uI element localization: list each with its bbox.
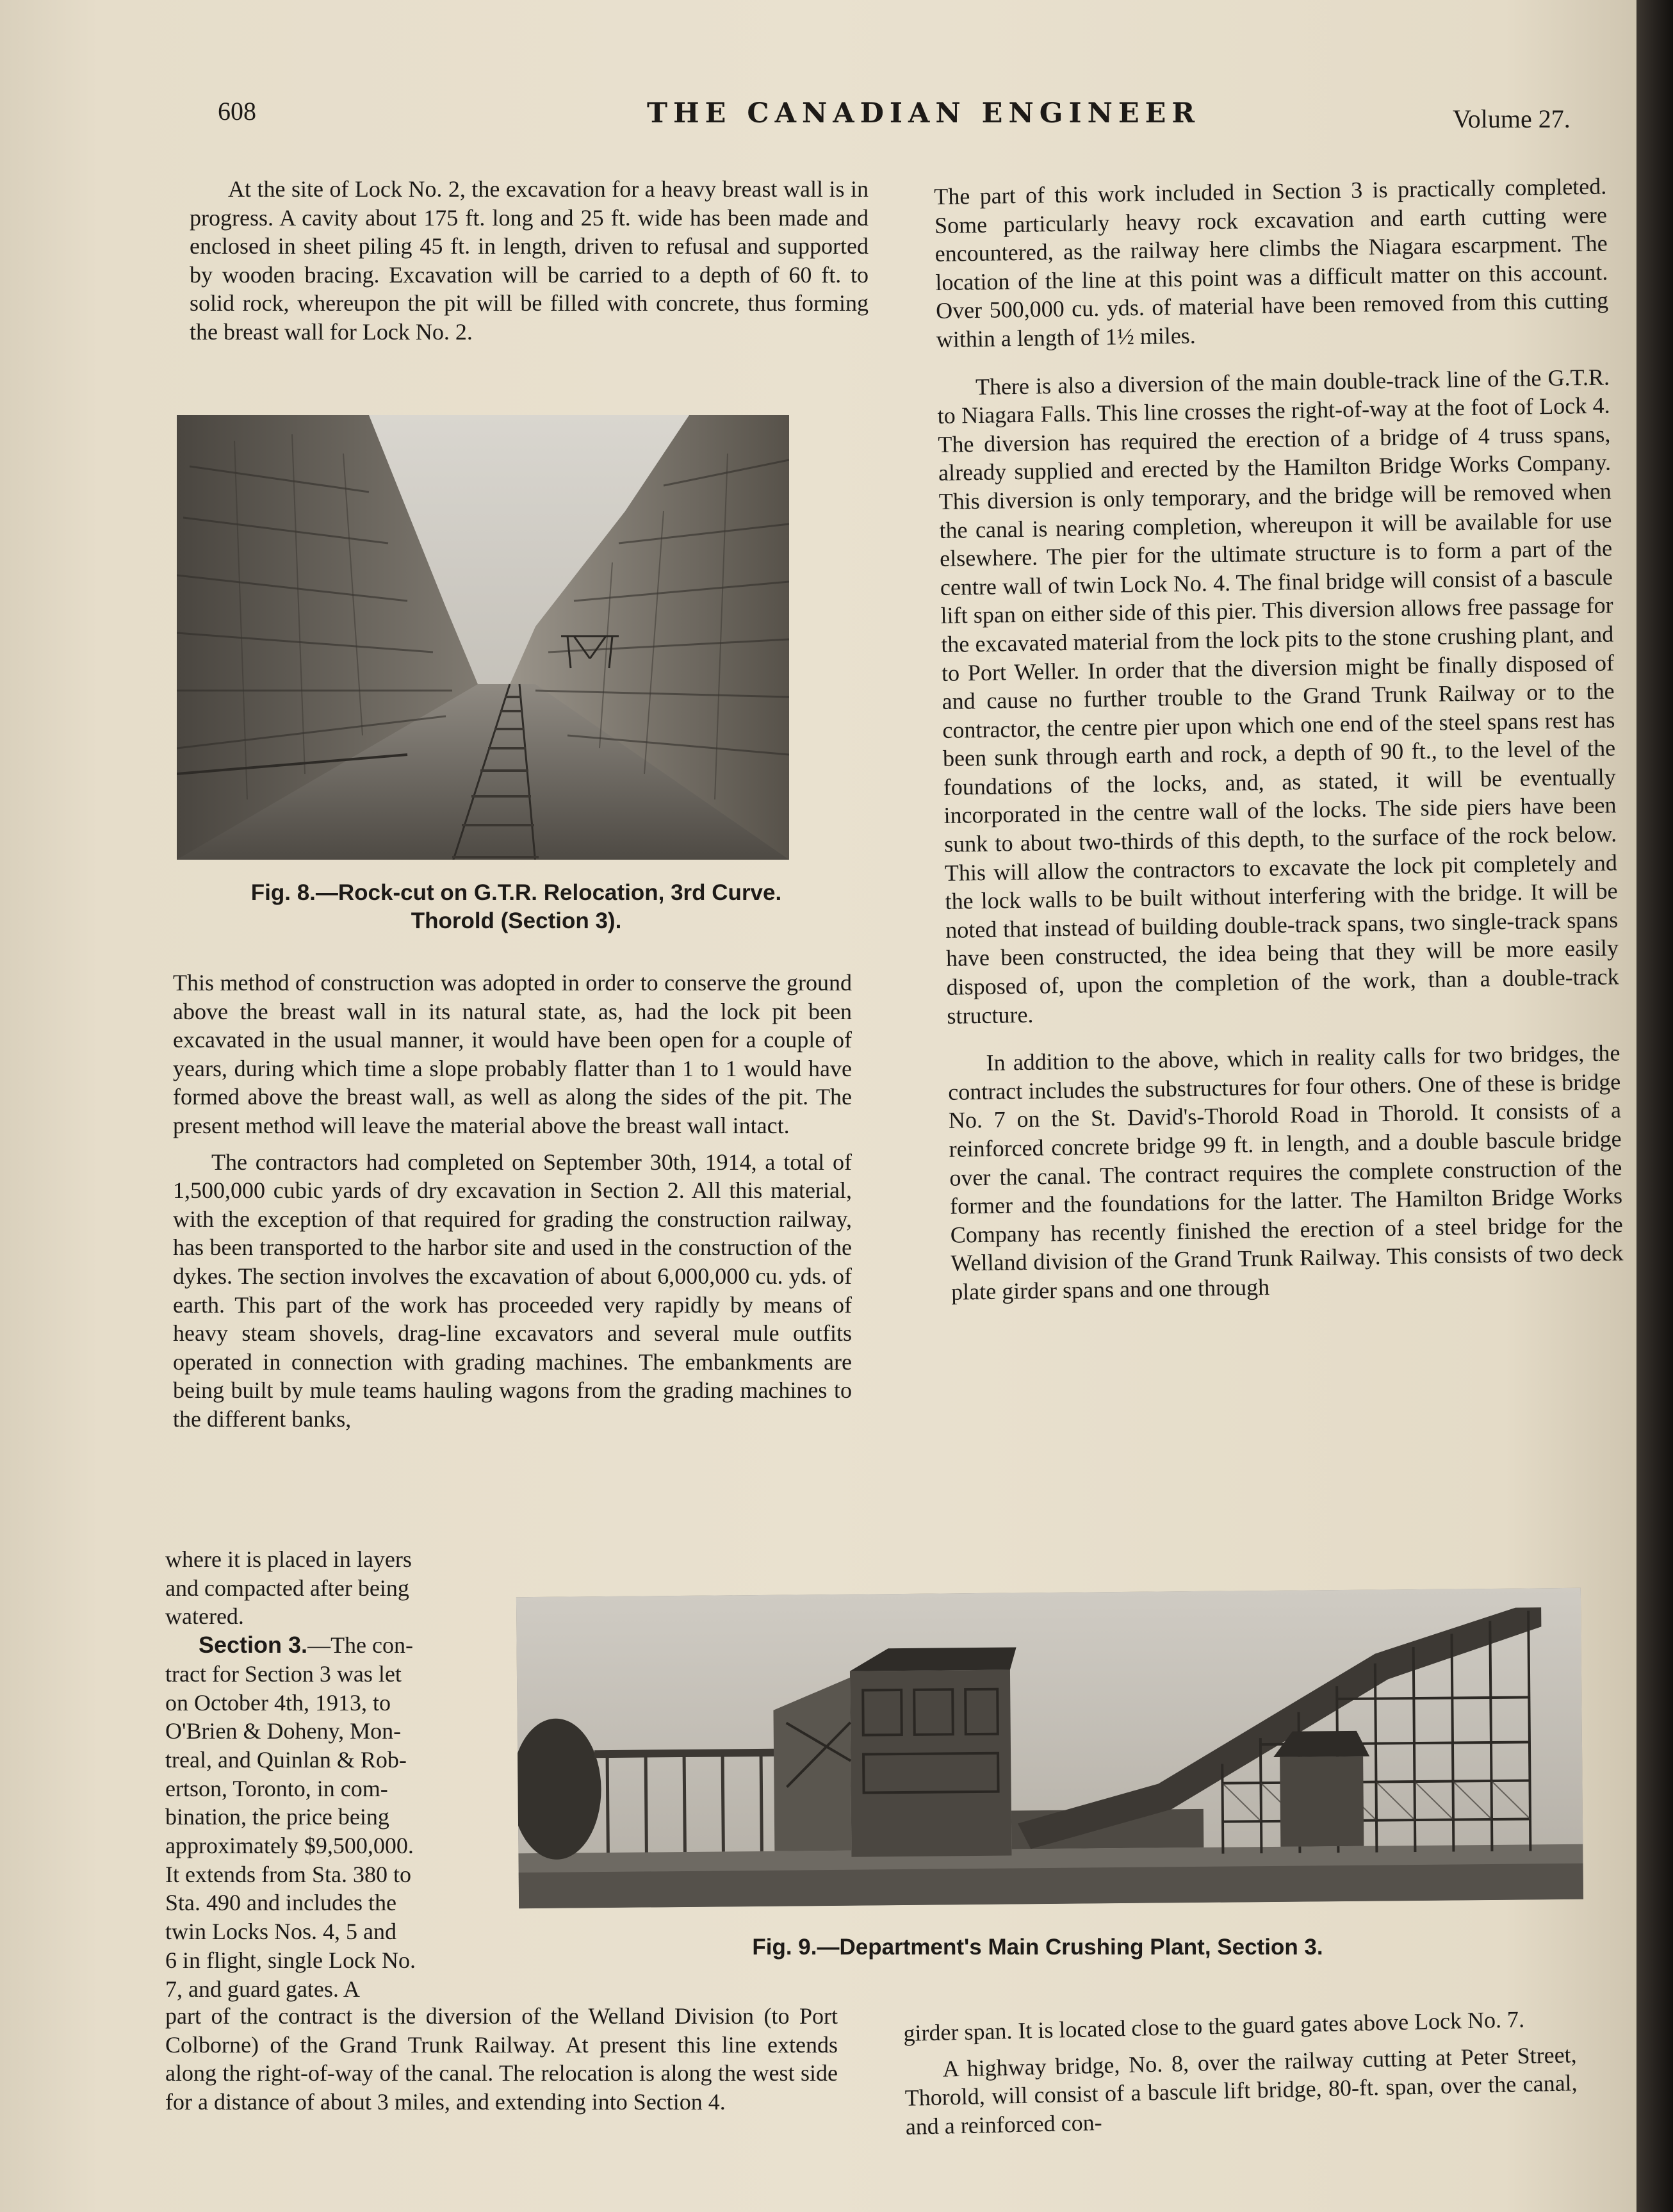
section3-line-5: ertson, Toronto, in com- — [165, 1775, 388, 1801]
paragraph-welland-division: part of the contract is the diversion of the Welland Division (to Port Colborne) of the Grand Trunk Railway. At present this line extends along the right-of-way of the canal. The relocation is along the west side for a distance of about 3 miles, and extending into Section 4. — [165, 2003, 838, 2115]
section3-line-7: approximately $9,500,000. — [165, 1833, 414, 1859]
fig8-caption — [177, 879, 856, 935]
section3-line-12: 7, and guard gates. A — [165, 1976, 360, 2002]
left-column-middle — [173, 969, 852, 1434]
section3-heading: Section 3. — [199, 1632, 308, 1659]
section3-first-line — [165, 1631, 486, 1660]
paragraph-bridges: In addition to the above, which in reality calls for two bridges, the contract includes the substructures for four others. One of these is bridge No. 7 on the St. David's-Thorold Road in Thorold. It consists of a reinforced concrete bridge 99 ft. in length, and a double bascule bridge over the canal. The contract requires the complete construction of the former and the foundations for the latter. The Hamilton Bridge Works Company has recently finished the erection of a steel bridge for the Welland division of the Grand Trunk Railway. This consists of two deck plate girder spans and one through — [947, 1040, 1624, 1305]
crushing-plant-illustration — [516, 1588, 1583, 1908]
section3-line-8: It extends from Sta. 380 to — [165, 1861, 411, 1887]
section3-line-9: Sta. 490 and includes the — [165, 1890, 396, 1916]
left-column-bottom — [165, 2002, 838, 2116]
fig9-photo — [516, 1588, 1583, 1908]
section3-line-0: —The con- — [307, 1632, 413, 1659]
left-column-top — [190, 175, 869, 347]
section3-line-2: on October 4th, 1913, to — [165, 1689, 391, 1716]
paragraph-diversion: There is also a diversion of the main double-track line of the G.T.R. to Niagara Falls. This line crosses the right-of-way at the foot of Lock 4. The diversion has required the erection of a bridge of 4 truss spans, already supplied and erected by the Hamilton Bridge Works Company. This diversion is only temporary, and the bridge will be removed when the canal is nearing completion, whereupon it will be available for use elsewhere. The pier for the ultimate structure is to form a part of the centre wall of twin Lock No. 4. The final bridge will consist of a bascule lift span on either side of this pier. This diversion allows free passage for the excavated material from the lock pits to the stone crushing plant, and to Port Weller. In order that the diversion might be finally disposed of and cause no further trouble to the Grand Trunk Railway or to the contractor, the centre pier upon which one end of the steel spans rest has been sunk through earth and rock, a depth of 90 ft., to the level of the foundations of the locks, and, as stated, it will be eventually incorporated in the centre wall of the locks. The side piers have been sunk to about two-thirds of this depth, to the surface of the rock below. This will allow the contractors to excavate the lock pit completely and the lock walls to be built without interfering with the bridge. It will be noted that instead of building double-track spans, two single-track spans have been constructed, the idea being that they will be more easily disposed of, upon the completion of the work, than a double-track structure. — [937, 364, 1619, 1029]
page-header — [0, 96, 1636, 141]
section3-line-1: tract for Section 3 was let — [165, 1660, 402, 1687]
fig8-caption-line2: Thorold (Section 3). — [411, 908, 622, 933]
paragraph-lock2: At the site of Lock No. 2, the excavation for a heavy breast wall is in progress. A cavity about 175 ft. long and 25 ft. wide has been made and enclosed in sheet piling 45 ft. in length, driven to refusal and supported by wooden bracing. Excavation will be carried to a depth of 60 ft. to solid rock, whereupon the pit will be filled with concrete, thus forming the breast wall for Lock No. 2. — [190, 176, 869, 345]
journal-title: THE CANADIAN ENGINEER — [647, 97, 1201, 129]
narrow-line-3: watered. — [165, 1603, 244, 1630]
volume-label: Volume 27. — [1453, 104, 1571, 133]
rock-cut-illustration — [177, 415, 789, 860]
book-gutter-edge — [1636, 0, 1673, 2212]
left-column-narrow — [165, 1545, 486, 2003]
paragraph-section3-work: The part of this work included in Section 3 is practically completed. Some particularly heavy rock excavation and earth cutting were encountered, as the railway here climbs the Niagara escarpment. The location of the line at this point was a difficult matter on this account. Over 500,000 cu. yds. of material have been removed from this cutting within a length of 1½ miles. — [934, 173, 1609, 352]
paragraph-girder-span: girder span. It is located close to the guard gates above Lock No. 7. — [903, 2006, 1525, 2046]
paragraph-construction-method: This method of construction was adopted in order to conserve the ground above the breast wall in its natural state, as, had the lock pit been excavated in the usual manner, it would have been open for a couple of years, during which time a slope probably flatter than 1 to 1 would have formed above the breast wall, as well as along the sides of the pit. The present method will leave the material above the breast wall intact. — [173, 970, 852, 1138]
section3-line-6: bination, the price being — [165, 1804, 389, 1830]
narrow-line-2: and compacted after being — [165, 1575, 409, 1601]
fig9-caption: Fig. 9.—Department's Main Crushing Plant, Section 3. — [752, 1935, 1323, 1960]
fig8-caption-line1: Fig. 8.—Rock-cut on G.T.R. Relocation, 3rd Curve. — [250, 880, 782, 905]
section3-line-4: treal, and Quinlan & Rob- — [165, 1746, 407, 1773]
paragraph-highway-bridge: A highway bridge, No. 8, over the railway cutting at Peter Street, Thorold, will consist of a bascule lift bridge, 80-ft. span, over the canal, and a reinforced con- — [904, 2041, 1578, 2140]
page-number: 608 — [218, 97, 256, 126]
section3-line-10: twin Locks Nos. 4, 5 and — [165, 1919, 396, 1945]
narrow-line-1: where it is placed in layers — [165, 1546, 412, 1572]
right-column-top — [934, 172, 1624, 1307]
section3-line-11: 6 in flight, single Lock No. — [165, 1947, 416, 1973]
section3-line-3: O'Brien & Doheny, Mon- — [165, 1718, 402, 1744]
fig8-photo — [177, 415, 789, 860]
right-column-bottom — [903, 2004, 1578, 2141]
paragraph-contractors: The contractors had completed on September 30th, 1914, a total of 1,500,000 cubic yards of dry excavation in Section 2. All this material, with the exception of that required for grading the construction railway, has been transported to the harbor site and used in the construction of the dykes. The section involves the excavation of about 6,000,000 cu. yds. of earth. This part of the work has proceeded very rapidly by means of heavy steam shovels, drag-line excavators and several mule outfits operated in connection with grading machines. The embankments are being built by mule teams hauling wagons from the grading machines to the different banks, — [173, 1149, 852, 1432]
